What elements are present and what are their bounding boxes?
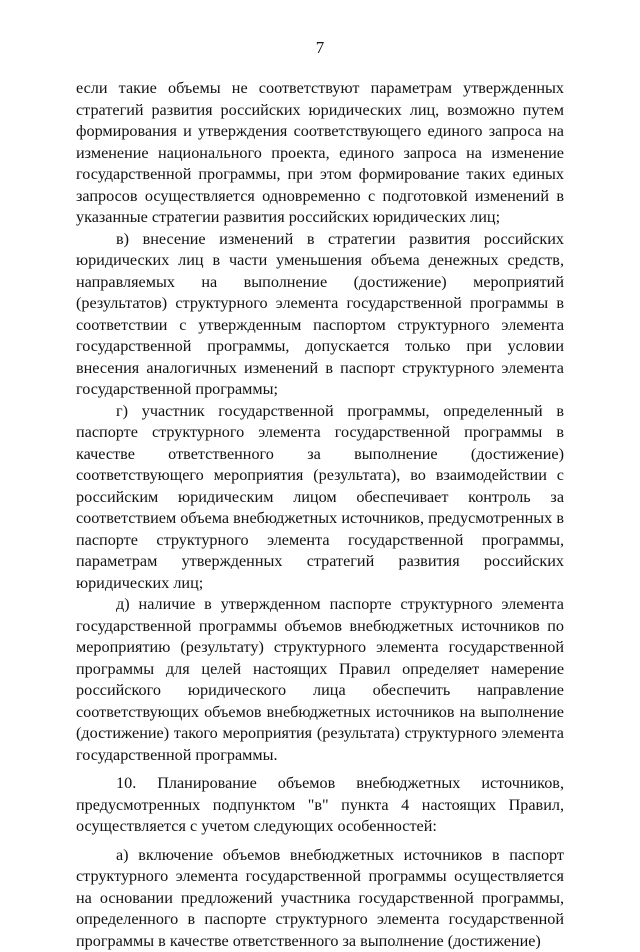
paragraph-item-v: в) внесение изменений в стратегии развития российских юридических лиц в части уменьшения объема денежных средств, направляемых на выполнение (достижение) мероприятий (результатов) структурного элемента государственной программы в соответствии с утвержденным паспортом структурного элемента государственной программы, допускается только при условии внесения аналогичных изменений в паспорт структурного элемента государственной программы; [76, 229, 564, 401]
paragraph-item-a: а) включение объемов внебюджетных источников в паспорт структурного элемента государственной программы осуществляется на основании предложений участника государственной программы, определенного в паспорте структурного элемента государственной программы в качестве ответственного за выполнение (достижение) [76, 845, 564, 952]
paragraph-item-g: г) участник государственной программы, определенный в паспорте структурного элемента государственной программы в качестве ответственного за выполнение (достижение) соответствующего мероприятия (результата), во взаимодействии с российским юридическим лицом обеспечивает контроль за соответствием объема внебюджетных источников, предусмотренных в паспорте структурного элемента государственной программы, параметрам утвержденных стратегий развития российских юридических лиц; [76, 401, 564, 595]
page-number: 7 [0, 38, 640, 58]
paragraph-item-d: д) наличие в утвержденном паспорте структурного элемента государственной программы объемов внебюджетных источников по мероприятию (результату) структурного элемента государственной программы для целей настоящих Правил определяет намерение российского юридического лица обеспечить направление соответствующих объемов внебюджетных источников на выполнение (достижение) такого мероприятия (результата) структурного элемента государственной программы. [76, 594, 564, 766]
paragraph-point-10: 10. Планирование объемов внебюджетных источников, предусмотренных подпунктом "в" пункта 4 настоящих Правил, осуществляется с учетом следующих особенностей: [76, 773, 564, 838]
document-body [76, 78, 564, 952]
paragraph-continuation: если такие объемы не соответствуют параметрам утвержденных стратегий развития российских юридических лиц, возможно путем формирования и утверждения соответствующего единого запроса на изменение национального проекта, единого запроса на изменение государственной программы, при этом формирование таких единых запросов осуществляется одновременно с подготовкой изменений в указанные стратегии развития российских юридических лиц; [76, 78, 564, 229]
